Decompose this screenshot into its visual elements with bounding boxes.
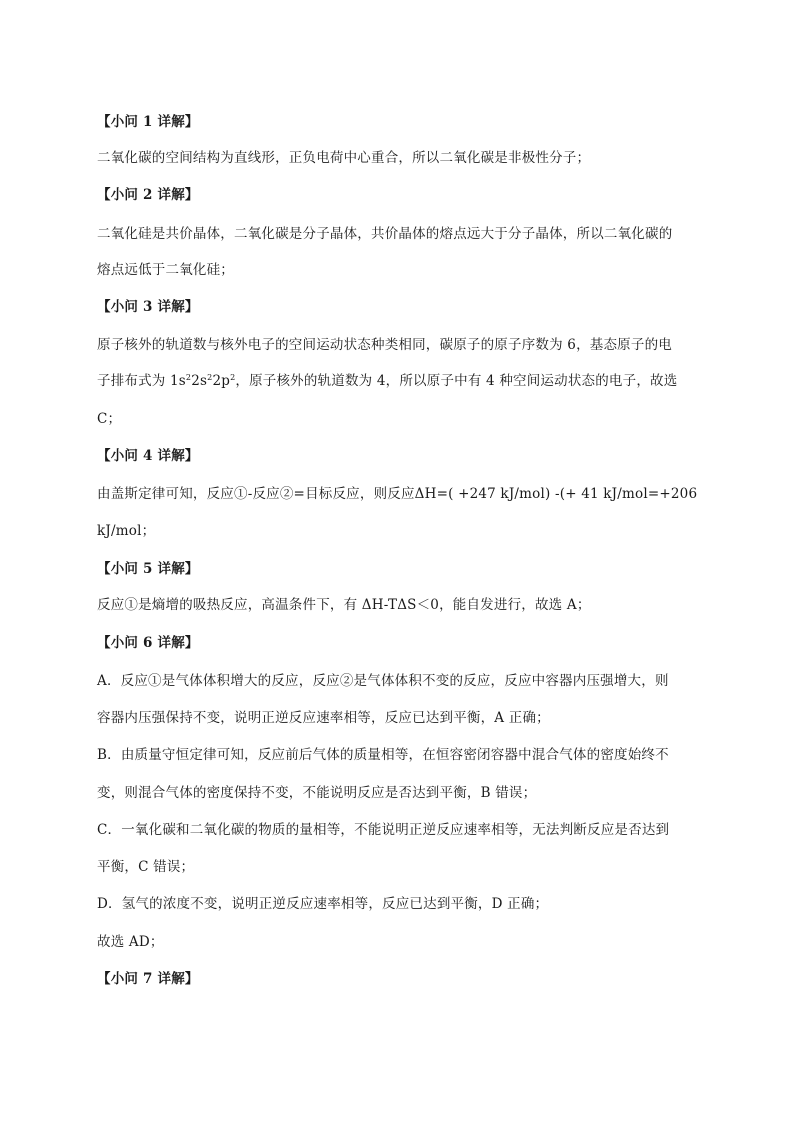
section-2-line-2: 熔点远低于二氧化硅； xyxy=(97,262,234,278)
section-5-header: 【小问 5 详解】 xyxy=(97,561,199,577)
section-3-line-3: C； xyxy=(97,411,122,427)
section-2-header: 【小问 2 详解】 xyxy=(97,187,199,203)
electron-config-2s: 2s xyxy=(191,373,208,389)
section-4-line-2: kJ/mol； xyxy=(97,523,156,539)
section-4-header: 【小问 4 详解】 xyxy=(97,448,199,464)
electron-config-prefix: 子排布式为 1s xyxy=(97,373,186,389)
section-5-line-1: 反应①是熵增的吸热反应，高温条件下，有 ΔH-TΔS＜0，能自发进行，故选 A； xyxy=(97,597,591,613)
electron-config-2p: 2p xyxy=(212,373,231,389)
section-6-line-1: A．反应①是气体体积增大的反应，反应②是气体体积不变的反应，反应中容器内压强增大，则 xyxy=(97,673,669,689)
section-6-line-2: 容器内压强保持不变，说明正逆反应速率相等，反应已达到平衡，A 正确； xyxy=(97,710,550,726)
section-2-line-1: 二氧化硅是共价晶体，二氧化碳是分子晶体，共价晶体的熔点远大于分子晶体，所以二氧化碳的 xyxy=(97,226,673,242)
section-6-line-6: 平衡，C 错误； xyxy=(97,859,195,875)
section-6-line-7: D．氢气的浓度不变，说明正逆反应速率相等，反应已达到平衡，D 正确； xyxy=(97,896,549,912)
section-6-line-3: B．由质量守恒定律可知，反应前后气体的质量相等，在恒容密闭容器中混合气体的密度始终不 xyxy=(97,747,669,763)
section-3-line-2 xyxy=(97,372,697,390)
superscript-1: 2 xyxy=(185,373,192,382)
section-3-line-1: 原子核外的轨道数与核外电子的空间运动状态种类相同，碳原子的原子序数为 6，基态原子的电 xyxy=(97,337,672,353)
section-6-header: 【小问 6 详解】 xyxy=(97,635,199,651)
superscript-2: 2 xyxy=(207,373,213,382)
section-6-line-4: 变，则混合气体的密度保持不变，不能说明反应是否达到平衡，B 错误； xyxy=(97,785,537,801)
section-6-line-8: 故选 AD； xyxy=(97,934,164,950)
section-7-header: 【小问 7 详解】 xyxy=(97,971,199,987)
superscript-3: 2 xyxy=(230,373,236,382)
section-3-header: 【小问 3 详解】 xyxy=(97,299,199,315)
section-1-header: 【小问 1 详解】 xyxy=(97,114,199,130)
section-4-line-1: 由盖斯定律可知，反应①-反应②=目标反应，则反应ΔH=( +247 kJ/mol) -(+ 41 kJ/mol=+206 xyxy=(97,486,698,502)
electron-config-suffix: ，原子核外的轨道数为 4，所以原子中有 4 种空间运动状态的电子，故选 xyxy=(235,373,678,389)
section-6-line-5: C．一氧化碳和二氧化碳的物质的量相等，不能说明正逆反应速率相等，无法判断反应是否达到 xyxy=(97,822,670,838)
section-1-line-1: 二氧化碳的空间结构为直线形，正负电荷中心重合，所以二氧化碳是非极性分子； xyxy=(97,150,591,166)
